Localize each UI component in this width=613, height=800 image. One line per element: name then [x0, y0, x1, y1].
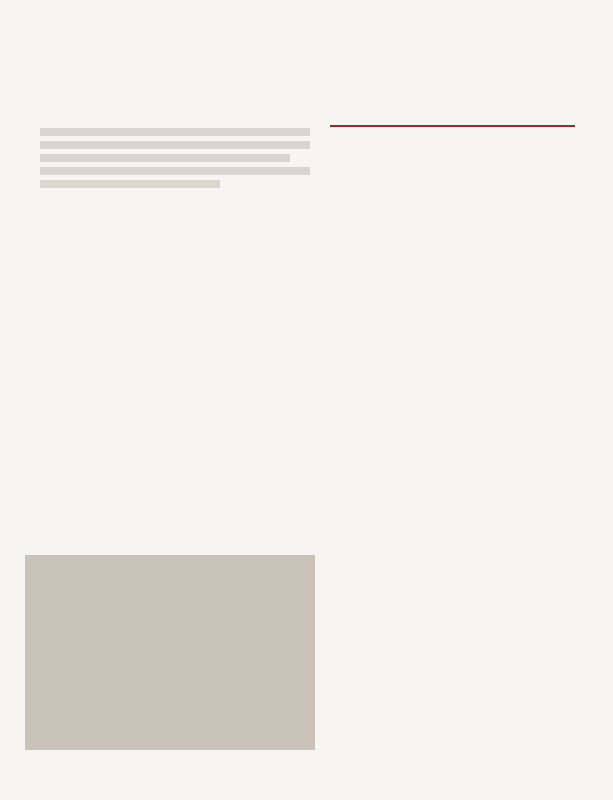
- text-line-placeholder: [40, 180, 220, 188]
- puppet-photo: [25, 555, 315, 750]
- text-line-placeholder: [40, 141, 310, 149]
- text-line-placeholder: [40, 154, 290, 162]
- body-copy: [40, 128, 310, 193]
- text-line-placeholder: [40, 128, 310, 136]
- section-rule: [330, 125, 575, 127]
- text-line-placeholder: [40, 167, 310, 175]
